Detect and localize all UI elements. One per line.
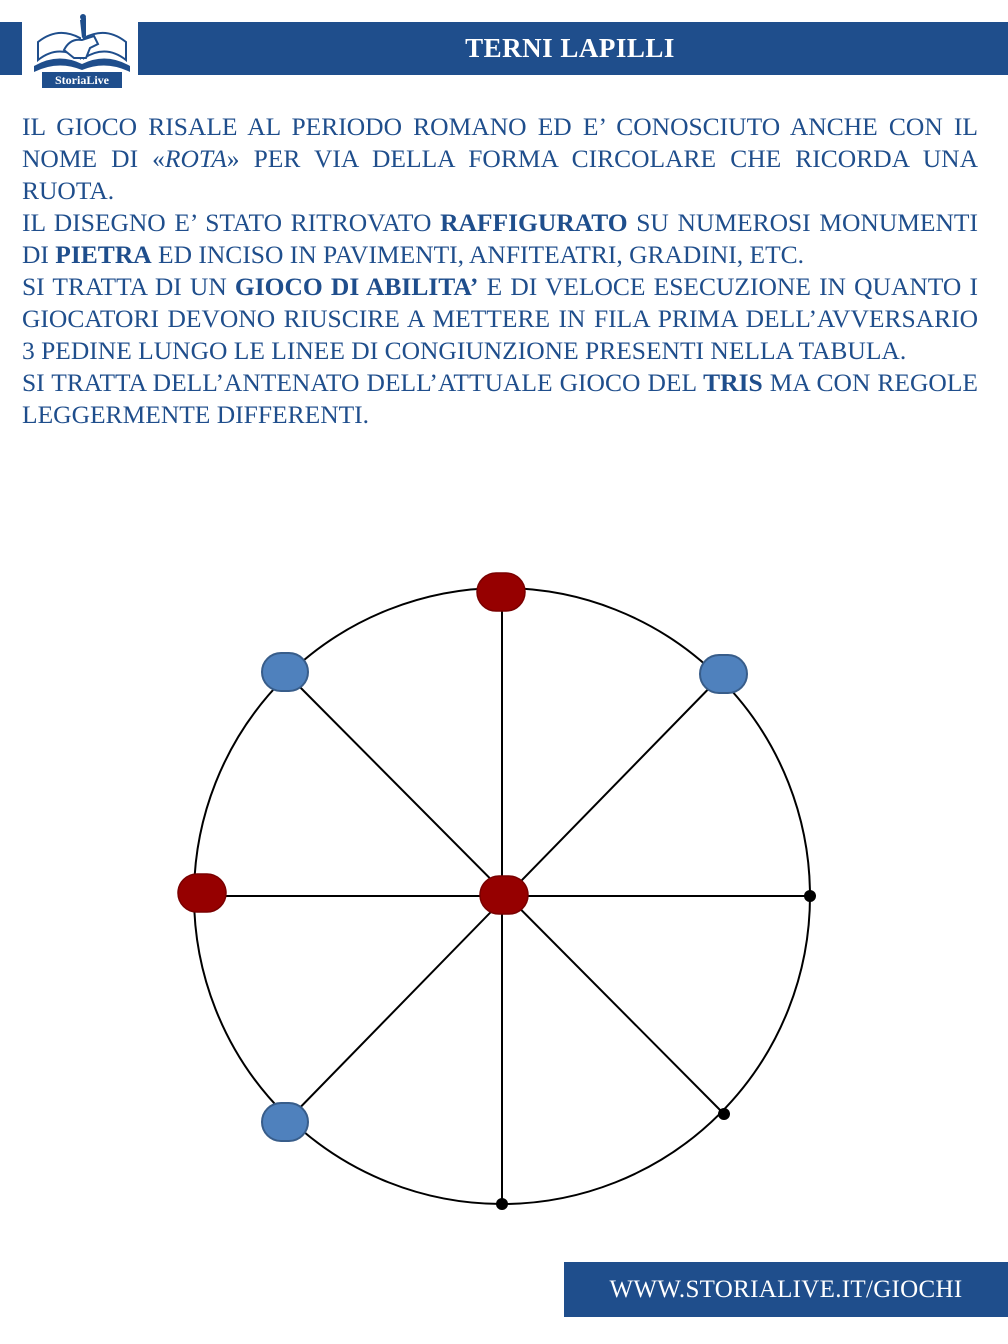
logo-text: StoriaLive [55, 73, 109, 87]
page-title: TERNI LAPILLI [465, 33, 675, 63]
rota-board [0, 560, 1008, 1230]
paragraph-4: SI TRATTA DELL’ANTENATO DELL’ATTUALE GIOCO DEL TRIS MA CON REGOLE LEGGERMENTE DIFFERENTI. [22, 368, 978, 429]
footer-bar [564, 1262, 1008, 1317]
empty-point-right[interactable] [804, 890, 816, 902]
red-piece-top[interactable] [477, 573, 525, 611]
empty-point-bottom-right[interactable] [718, 1108, 730, 1120]
blue-piece-top-left[interactable] [262, 653, 308, 691]
blue-piece-top-right[interactable] [700, 655, 747, 693]
empty-point-bottom[interactable] [496, 1198, 508, 1210]
paragraph-3: SI TRATTA DI UN GIOCO DI ABILITA’ E DI VELOCE ESECUZIONE IN QUANTO I GIOCATORI DEVONO RIUSCIRE A METTERE IN FILA PRIMA DELL’AVVERSARIO 3 PEDINE LUNGO LE LINEE DI CONGIUNZIONE PRESENTI NELLA TABULA. [22, 272, 978, 365]
footer-url-link[interactable]: WWW.STORIALIVE.IT/GIOCHI [609, 1275, 963, 1303]
description-text [22, 111, 978, 431]
red-piece-center[interactable] [480, 876, 528, 914]
header-bar [138, 22, 1008, 75]
storialive-logo[interactable] [28, 8, 136, 92]
red-piece-left[interactable] [178, 874, 226, 912]
paragraph-1: IL GIOCO RISALE AL PERIODO ROMANO ED E’ CONOSCIUTO ANCHE CON IL NOME DI «ROTA» PER VIA DELLA FORMA CIRCOLARE CHE RICORDA UNA RUOTA. [22, 112, 978, 205]
paragraph-2: IL DISEGNO E’ STATO RITROVATO RAFFIGURATO SU NUMEROSI MONUMENTI DI PIETRA ED INCISO IN PAVIMENTI, ANFITEATRI, GRADINI, ETC. [22, 208, 978, 269]
blue-piece-bottom-left[interactable] [262, 1103, 308, 1141]
header-left-tab [0, 22, 22, 75]
